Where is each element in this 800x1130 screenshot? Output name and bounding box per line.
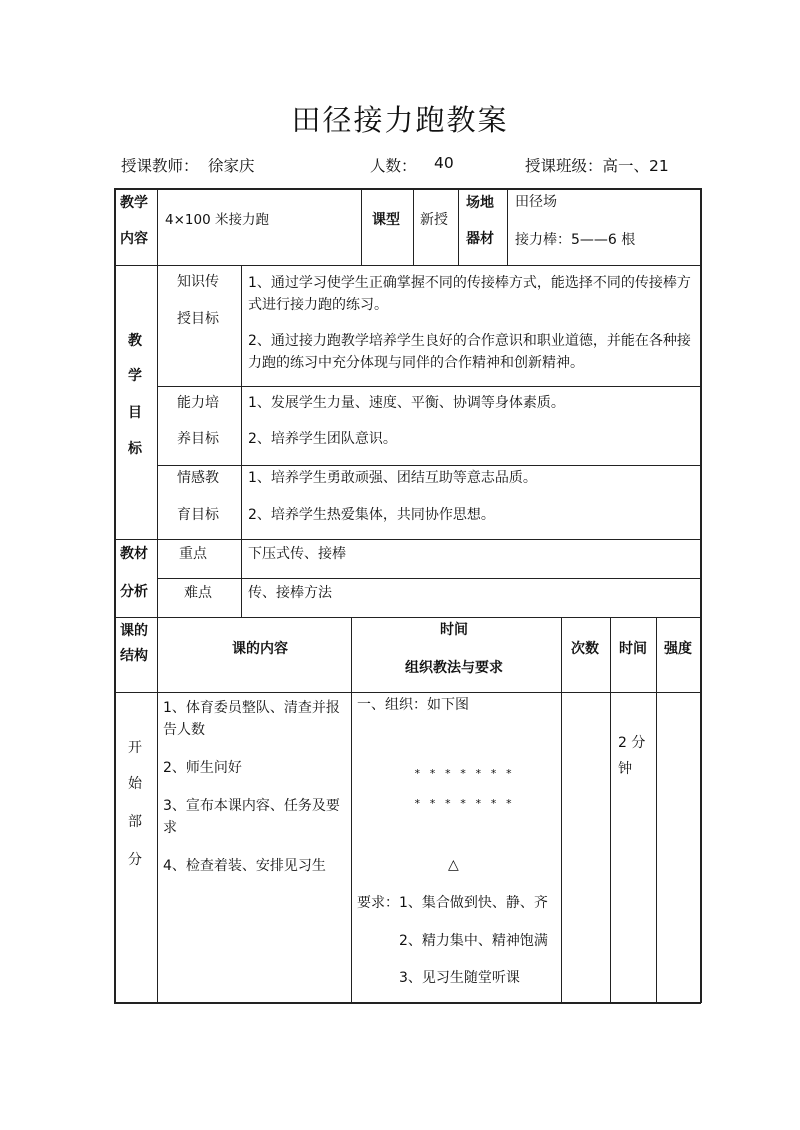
venue-label-1: 场地 xyxy=(466,195,494,211)
time-header-top: 时间 xyxy=(440,622,468,638)
col-divider xyxy=(458,188,459,265)
difficulty-value: 传、接棒方法 xyxy=(248,585,332,601)
method-header: 组织教法与要求 xyxy=(405,660,503,676)
document-title: 田径接力跑教案 xyxy=(291,103,509,137)
col-divider xyxy=(361,188,362,265)
col-divider xyxy=(610,617,611,1002)
start-time-value-1: 2 分 xyxy=(618,735,646,751)
table-border-bottom xyxy=(114,1002,701,1004)
col-divider xyxy=(157,188,158,265)
start-section-label-char: 部 xyxy=(128,814,142,830)
start-item-1: 1、体育委员整队、清查并报告人数 xyxy=(163,700,340,738)
knowledge-item-2: 2、通过接力跑教学培养学生良好的合作意识和职业道德，并能在各种接力跑的练习中充分体现与同伴的合作精神和创新精神。 xyxy=(248,333,691,371)
objectives-label-char: 标 xyxy=(128,441,142,457)
requirement-1: 要求：1、集合做到快、静、齐 xyxy=(357,895,548,911)
row-divider xyxy=(157,578,701,579)
structure-label-1: 课的 xyxy=(120,623,148,639)
teacher-label: 授课教师： xyxy=(121,157,199,175)
emotion-item-1: 1、培养学生勇敢顽强、团结互助等意志品质。 xyxy=(248,470,537,486)
row-divider xyxy=(157,386,701,387)
student-count-value: 40 xyxy=(434,154,454,172)
table-border-left xyxy=(114,188,116,1003)
lesson-content-header: 课的内容 xyxy=(232,641,288,657)
teaching-topic: 4×100 米接力跑 xyxy=(165,212,269,228)
student-count-label: 人数： xyxy=(370,157,417,175)
analysis-label-1: 教材 xyxy=(120,546,148,562)
ability-label-2: 养目标 xyxy=(177,431,219,447)
class-label: 授课班级：高一、21 xyxy=(525,157,669,175)
row-divider xyxy=(114,692,701,693)
venue-label-2: 器材 xyxy=(466,231,494,247)
ability-item-1: 1、发展学生力量、速度、平衡、协调等身体素质。 xyxy=(248,395,565,411)
col-divider xyxy=(413,188,414,265)
row-divider xyxy=(157,465,701,466)
table-border-top xyxy=(114,188,701,190)
intensity-header: 强度 xyxy=(664,641,692,657)
start-section-label-char: 开 xyxy=(128,740,142,756)
col-divider xyxy=(157,617,158,1002)
row-divider xyxy=(114,617,701,618)
start-section-label-char: 始 xyxy=(128,776,142,792)
equipment-value: 接力棒：5——6 根 xyxy=(515,232,636,248)
start-item-2: 2、师生问好 xyxy=(163,760,242,776)
formation-row-1: * * * * * * * xyxy=(414,767,514,780)
col-divider xyxy=(157,265,158,617)
row-divider xyxy=(114,265,701,266)
knowledge-label-2: 授目标 xyxy=(177,311,219,327)
col-divider xyxy=(507,188,508,265)
teacher-position-icon: △ xyxy=(448,857,459,873)
formation-row-2: * * * * * * * xyxy=(414,797,514,810)
emotion-label-1: 情感教 xyxy=(177,470,219,486)
start-item-4: 4、检查着装、安排见习生 xyxy=(163,858,326,874)
emotion-item-2: 2、培养学生热爱集体，共同协作思想。 xyxy=(248,507,495,523)
requirement-3: 3、见习生随堂听课 xyxy=(399,970,520,986)
knowledge-item-1: 1、通过学习使学生正确掌握不同的传接棒方式，能选择不同的传接棒方式进行接力跑的练习。 xyxy=(248,275,691,313)
organization-text: 一、组织：如下图 xyxy=(357,697,469,713)
row-divider xyxy=(114,539,701,540)
teaching-content-label-1: 教学 xyxy=(120,195,148,211)
col-divider xyxy=(351,617,352,1002)
col-divider xyxy=(241,265,242,617)
key-point-label: 重点 xyxy=(179,546,207,562)
knowledge-label-1: 知识传 xyxy=(177,274,219,290)
ability-item-2: 2、培养学生团队意识。 xyxy=(248,431,397,447)
start-item-3: 3、宣布本课内容、任务及要求 xyxy=(163,798,340,836)
ability-label-1: 能力培 xyxy=(177,395,219,411)
difficulty-label: 难点 xyxy=(184,585,212,601)
emotion-label-2: 育目标 xyxy=(177,507,219,523)
lesson-type-value: 新授 xyxy=(420,212,448,228)
objectives-label-char: 教 xyxy=(128,333,142,349)
analysis-label-2: 分析 xyxy=(120,584,148,600)
structure-label-2: 结构 xyxy=(120,648,148,664)
time-header: 时间 xyxy=(619,641,647,657)
objectives-label-char: 学 xyxy=(128,368,142,384)
start-time-value-2: 钟 xyxy=(618,761,632,777)
key-point-value: 下压式传、接棒 xyxy=(248,546,346,562)
teacher-name: 徐家庆 xyxy=(208,157,255,175)
col-divider xyxy=(561,617,562,1002)
teaching-content-label-2: 内容 xyxy=(120,231,148,247)
objectives-label-char: 目 xyxy=(128,405,142,421)
venue-value: 田径场 xyxy=(515,194,557,210)
table-border-right xyxy=(700,188,702,1003)
lesson-type-label: 课型 xyxy=(372,212,400,228)
col-divider xyxy=(656,617,657,1002)
reps-header: 次数 xyxy=(571,641,599,657)
start-section-label-char: 分 xyxy=(128,852,142,868)
requirement-2: 2、精力集中、精神饱满 xyxy=(399,933,548,949)
